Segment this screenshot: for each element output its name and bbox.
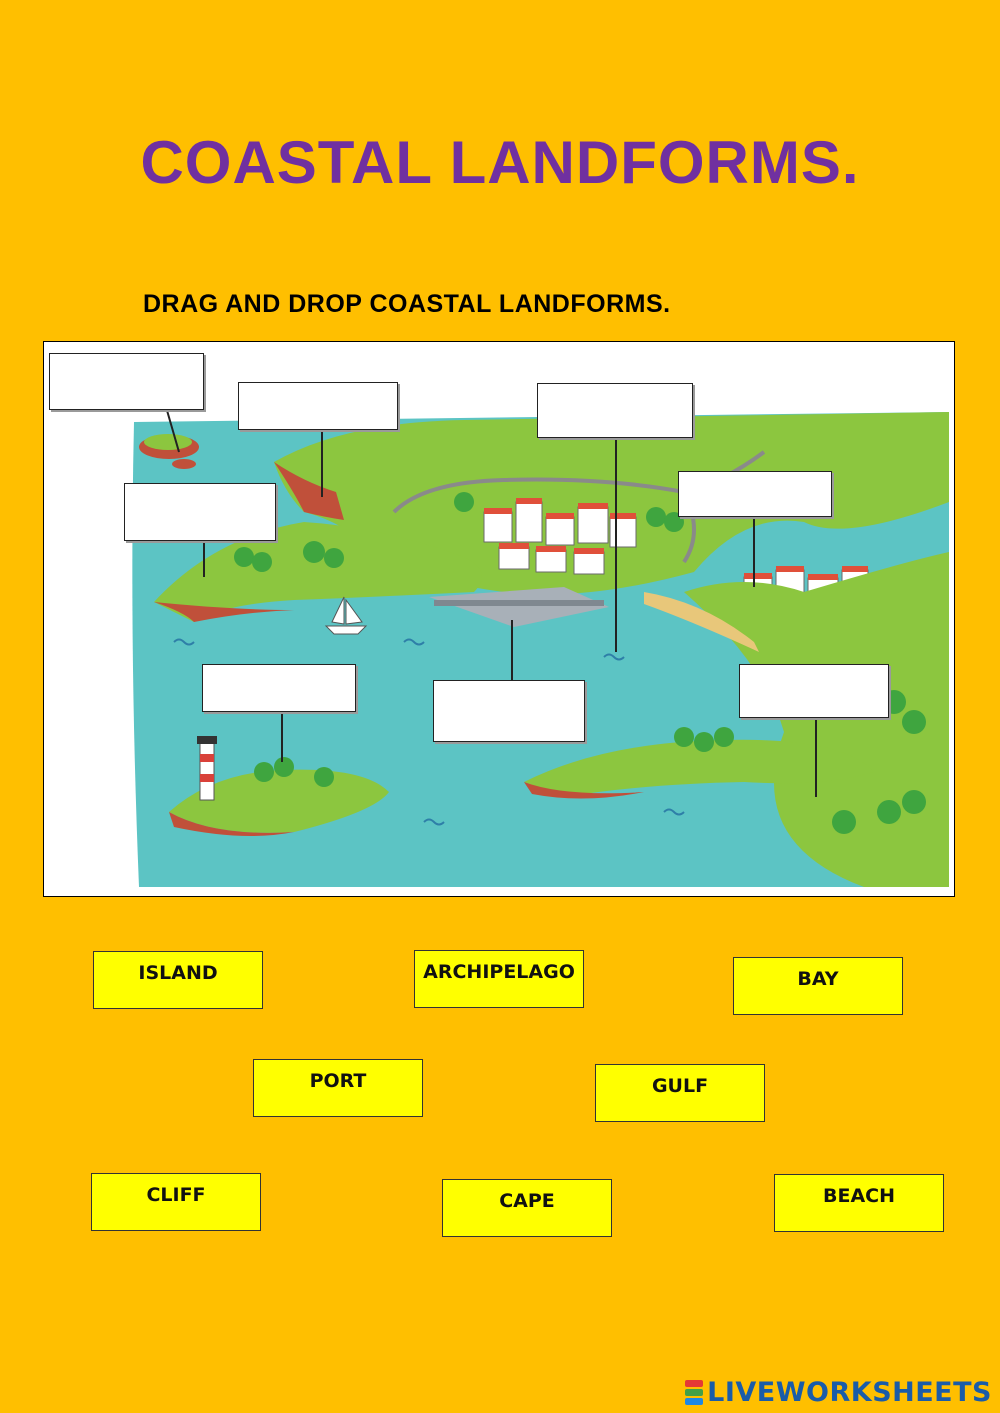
word-card-beach[interactable]: BEACH: [774, 1174, 944, 1232]
logo-text: LIVEWORKSHEETS: [707, 1376, 992, 1408]
drop-zone-6[interactable]: [202, 664, 356, 712]
island-rock-2: [172, 459, 196, 469]
coastal-landscape-illustration: [44, 342, 955, 897]
drop-zone-3[interactable]: [537, 383, 693, 438]
word-card-bay[interactable]: BAY: [733, 957, 903, 1015]
word-card-cliff[interactable]: CLIFF: [91, 1173, 261, 1231]
word-card-island[interactable]: ISLAND: [93, 951, 263, 1009]
drop-zone-5[interactable]: [678, 471, 832, 517]
coastal-map: [43, 341, 955, 897]
word-card-port[interactable]: PORT: [253, 1059, 423, 1117]
word-card-archipelago[interactable]: ARCHIPELAGO: [414, 950, 584, 1008]
drop-zone-1[interactable]: [49, 353, 204, 410]
drop-zone-4[interactable]: [124, 483, 276, 541]
liveworksheets-logo: [685, 1375, 992, 1409]
drop-zone-7[interactable]: [433, 680, 585, 742]
drop-zone-8[interactable]: [739, 664, 889, 718]
word-card-cape[interactable]: CAPE: [442, 1179, 612, 1237]
lighthouse: [197, 736, 217, 800]
word-card-gulf[interactable]: GULF: [595, 1064, 765, 1122]
drop-zone-2[interactable]: [238, 382, 398, 430]
instruction-text: DRAG AND DROP COASTAL LANDFORMS.: [143, 290, 671, 318]
liveworksheets-logo-icon: [685, 1380, 703, 1405]
page-title: COASTAL LANDFORMS.: [140, 129, 860, 196]
